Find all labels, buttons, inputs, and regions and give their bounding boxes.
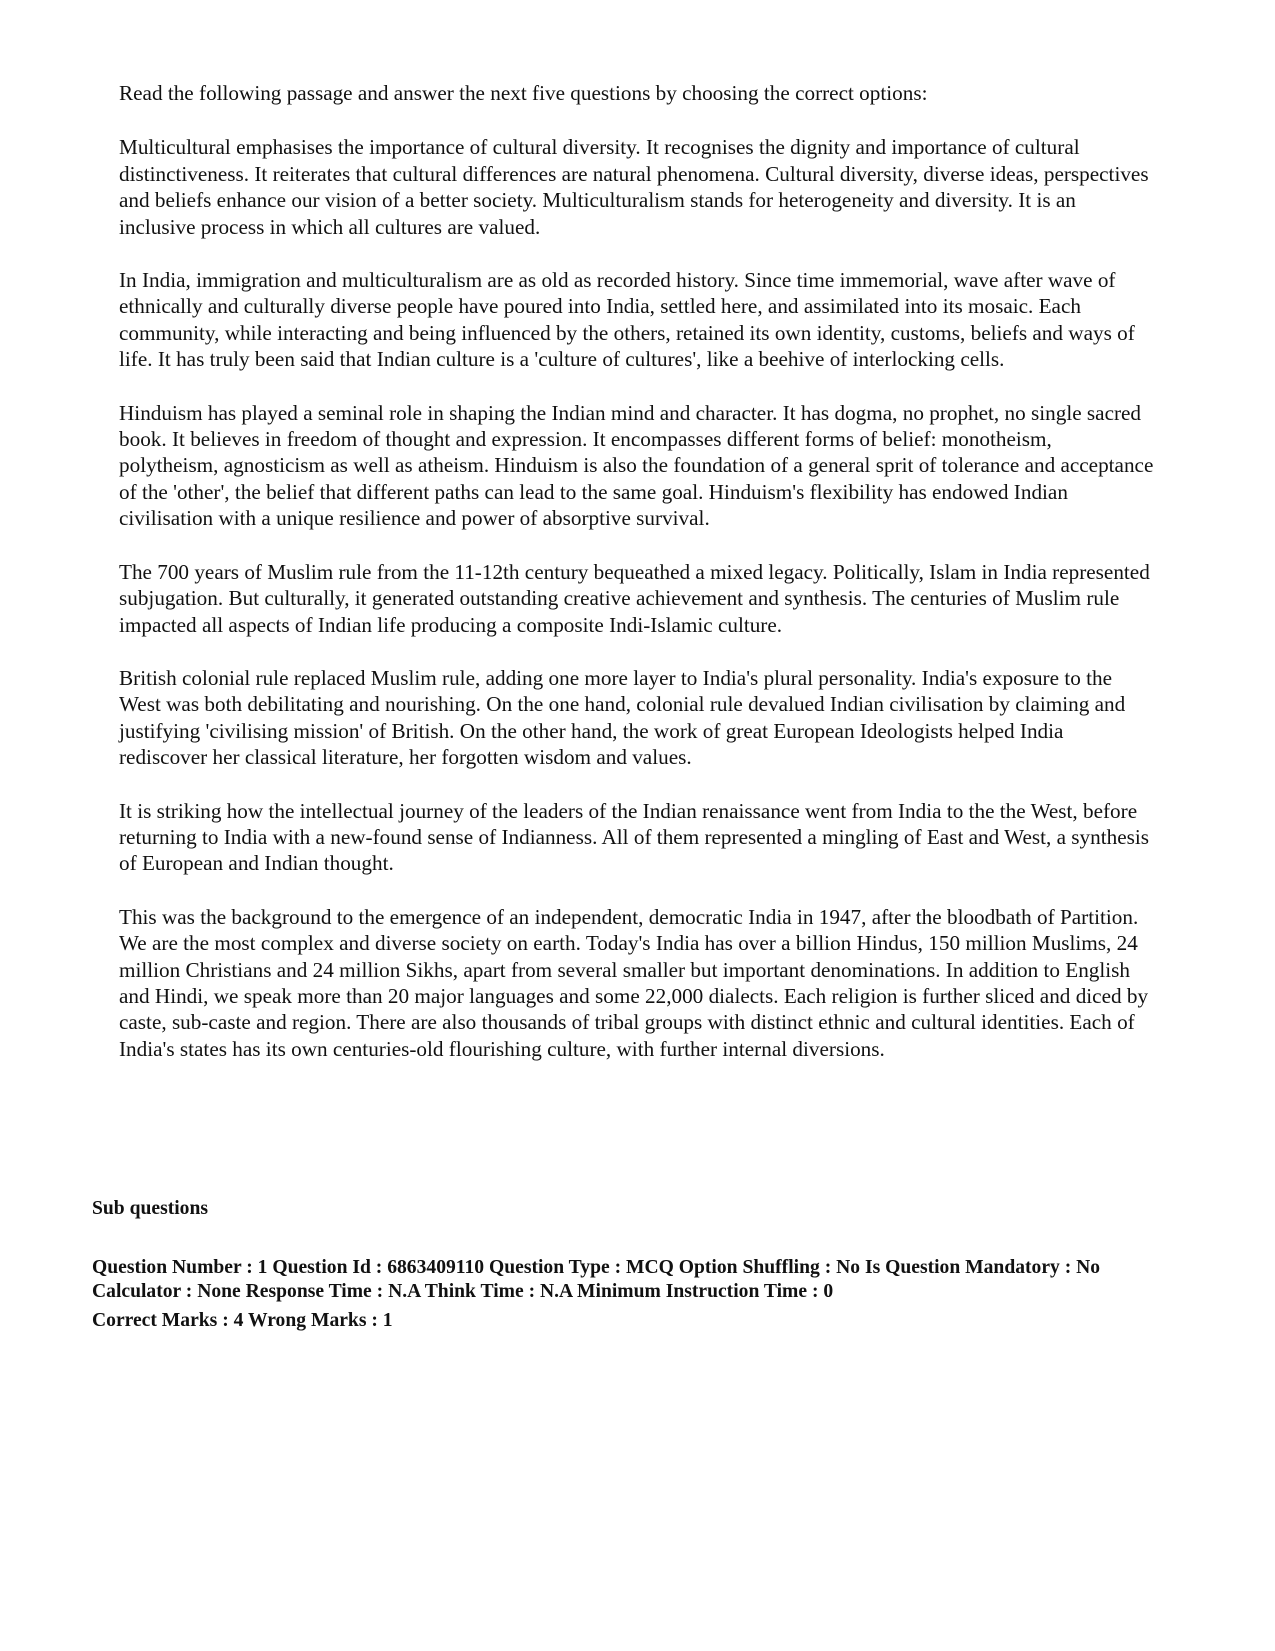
passage-paragraph-5: British colonial rule replaced Muslim rule, adding one more layer to India's plural personality. India's exposure to the West was both debilitating and nourishing. On the one hand, colonial rule devalued Indian civilisation by claiming and justifying 'civilising mission' of British. On the other hand, the work of great European Ideologists helped India rediscover her classical literature, her forgotten wisdom and values.	[119, 665, 1126, 770]
question-marks: Correct Marks : 4 Wrong Marks : 1	[92, 1310, 393, 1331]
passage-paragraph-6: It is striking how the intellectual journey of the leaders of the Indian renaissance went from India to the the West, before returning to India with a new-found sense of Indianness. All of them represented a mingling of East and West, a synthesis of European and Indian thought.	[119, 798, 1149, 876]
passage-paragraph-7: This was the background to the emergence of an independent, democratic India in 1947, after the bloodbath of Partition. We are the most complex and diverse society on earth. Today's India has over a billion Hindus, 150 million Muslims, 24 million Christians and 24 million Sikhs, apart from several smaller but important denominations. In addition to English and Hindi, we speak more than 20 major languages and some 22,000 dialects. Each religion is further sliced and diced by caste, sub-caste and region. There are also thousands of tribal groups with distinct ethnic and cultural identities. Each of India's states has its own centuries-old flourishing culture, with further internal diversions.	[119, 904, 1149, 1061]
question-info-line-1: Question Number : 1 Question Id : 6863409110 Question Type : MCQ Option Shuffling : No Is Question Mandatory : No	[92, 1257, 1101, 1278]
sub-questions-heading: Sub questions	[92, 1198, 208, 1219]
passage-paragraph-3: Hinduism has played a seminal role in shaping the Indian mind and character. It has dogma, no prophet, no single sacred book. It believes in freedom of thought and expression. It encompasses different forms of belief: monotheism, polytheism, agnosticism as well as atheism. Hinduism is also the foundation of a general sprit of tolerance and acceptance of the 'other', the belief that different paths can lead to the same goal. Hinduism's flexibility has endowed Indian civilisation with a unique resilience and power of absorptive survival.	[119, 400, 1154, 531]
passage-paragraph-2: In India, immigration and multiculturalism are as old as recorded history. Since time immemorial, wave after wave of ethnically and culturally diverse people have poured into India, settled here, and assimilated into its mosaic. Each community, while interacting and being influenced by the others, retained its own identity, customs, beliefs and ways of life. It has truly been said that Indian culture is a 'culture of cultures', like a beehive of interlocking cells.	[119, 268, 1135, 372]
question-info-line-2: Calculator : None Response Time : N.A Think Time : N.A Minimum Instruction Time : 0	[92, 1281, 834, 1302]
passage-paragraph-4: The 700 years of Muslim rule from the 11-12th century bequeathed a mixed legacy. Politically, Islam in India represented subjugation. But culturally, it generated outstanding creative achievement and synthesis. The centuries of Muslim rule impacted all aspects of Indian life producing a composite Indi-Islamic culture.	[119, 559, 1150, 637]
reading-passage	[119, 80, 1154, 1089]
passage-instruction: Read the following passage and answer the next five questions by choosing the correct options:	[119, 81, 928, 105]
question-info	[92, 1256, 1212, 1304]
passage-paragraph-1: Multicultural emphasises the importance of cultural diversity. It recognises the dignity and importance of cultural distinctiveness. It reiterates that cultural differences are natural phenomena. Cultural diversity, diverse ideas, perspectives and beliefs enhance our vision of a better society. Multiculturalism stands for heterogeneity and diversity. It is an inclusive process in which all cultures are valued.	[119, 135, 1149, 239]
